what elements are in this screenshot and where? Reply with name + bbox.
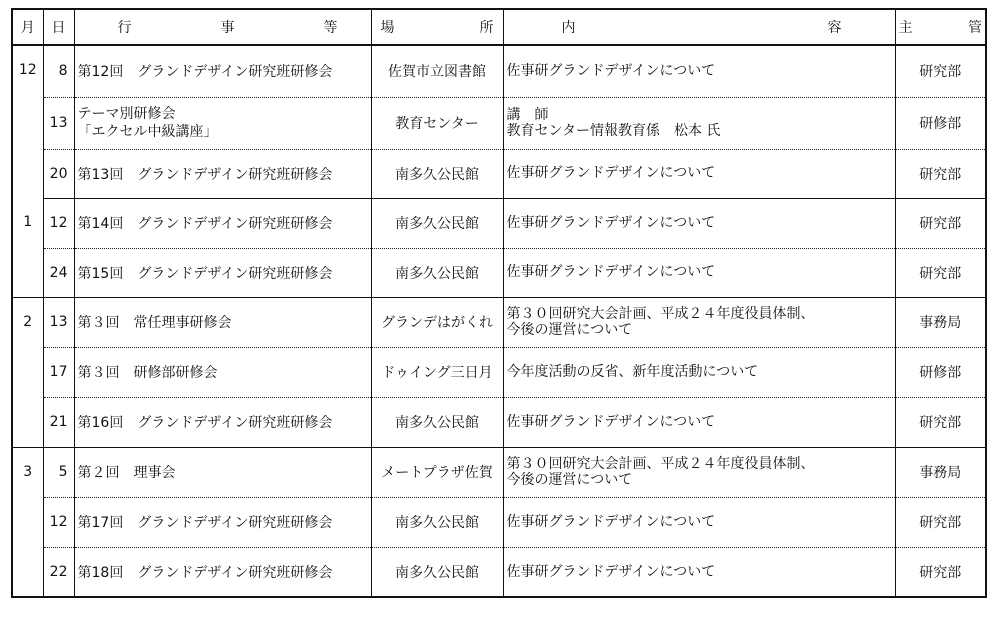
- content-cell: 今年度活動の反省、新年度活動について: [503, 347, 895, 397]
- venue-cell: 南多久公民館: [371, 248, 503, 297]
- event-cell: 第２回 理事会: [74, 447, 371, 497]
- table-row: [12, 198, 986, 248]
- table-row: [12, 447, 986, 497]
- event-cell: 第３回 研修部研修会: [74, 347, 371, 397]
- organizer-cell: 事務局: [895, 297, 986, 347]
- content-line: 今後の運営について: [506, 322, 633, 338]
- content-cell: [503, 447, 895, 497]
- event-cell: 第15回 グランドデザイン研究班研修会: [74, 248, 371, 297]
- organizer-cell: 研究部: [895, 198, 986, 248]
- organizer-cell: 研究部: [895, 45, 986, 97]
- content-line: 第３０回研究大会計画、平成２４年度役員体制、: [506, 305, 815, 322]
- day-cell: 20: [43, 149, 74, 198]
- venue-cell: グランデはがくれ: [371, 297, 503, 347]
- content-cell: 佐事研グランドデザインについて: [503, 397, 895, 447]
- table-row: [12, 97, 986, 149]
- event-schedule-table: [11, 8, 987, 598]
- table-row: [12, 347, 986, 397]
- event-cell: 第17回 グランドデザイン研究班研修会: [74, 497, 371, 547]
- header-content: [503, 9, 895, 45]
- header-organizer: [895, 9, 986, 45]
- day-cell: 13: [43, 297, 74, 347]
- organizer-cell: 事務局: [895, 447, 986, 497]
- organizer-cell: 研究部: [895, 397, 986, 447]
- table-row: [12, 45, 986, 97]
- content-cell: 佐事研グランドデザインについて: [503, 45, 895, 97]
- month-cell: 1: [12, 198, 43, 297]
- venue-cell: メートプラザ佐賀: [371, 447, 503, 497]
- content-cell: 佐事研グランドデザインについて: [503, 497, 895, 547]
- content-cell: [503, 97, 895, 149]
- day-cell: 17: [43, 347, 74, 397]
- table-header-row: [12, 9, 986, 45]
- header-venue-char: 所: [479, 20, 494, 36]
- content-line: 今後の運営について: [506, 472, 633, 488]
- organizer-cell: 研究部: [895, 248, 986, 297]
- header-event-char: 等: [323, 20, 338, 36]
- venue-cell: 佐賀市立図書館: [371, 45, 503, 97]
- header-organizer-char: 管: [968, 20, 982, 36]
- day-cell: 12: [43, 198, 74, 248]
- header-content-char: 容: [827, 20, 842, 36]
- event-line: 「エクセル中級講座」: [77, 124, 218, 140]
- header-organizer-char: 主: [898, 20, 913, 36]
- venue-cell: 南多久公民館: [371, 198, 503, 248]
- day-cell: 12: [43, 497, 74, 547]
- venue-cell: ドゥイング三日月: [371, 347, 503, 397]
- header-day: 日: [43, 9, 74, 45]
- venue-cell: 南多久公民館: [371, 547, 503, 597]
- organizer-cell: 研究部: [895, 497, 986, 547]
- organizer-cell: 研究部: [895, 547, 986, 597]
- venue-cell: 教育センター: [371, 97, 503, 149]
- header-event: [74, 9, 371, 45]
- day-cell: 21: [43, 397, 74, 447]
- table-row: [12, 497, 986, 547]
- header-month: 月: [12, 9, 43, 45]
- venue-cell: 南多久公民館: [371, 497, 503, 547]
- event-cell: 第３回 常任理事研修会: [74, 297, 371, 347]
- venue-cell: 南多久公民館: [371, 149, 503, 198]
- content-cell: 佐事研グランドデザインについて: [503, 149, 895, 198]
- content-line: 第３０回研究大会計画、平成２４年度役員体制、: [506, 455, 815, 472]
- content-line: 教育センター情報教育係 松本 氏: [506, 123, 721, 139]
- table-row: [12, 248, 986, 297]
- table-row: [12, 297, 986, 347]
- event-cell: [74, 97, 371, 149]
- header-event-char: 行: [117, 20, 132, 36]
- event-cell: 第13回 グランドデザイン研究班研修会: [74, 149, 371, 198]
- content-cell: [503, 297, 895, 347]
- organizer-cell: 研修部: [895, 347, 986, 397]
- organizer-cell: 研修部: [895, 97, 986, 149]
- month-cell: 12: [18, 62, 37, 78]
- month-cell: 2: [12, 297, 43, 447]
- event-cell: 第18回 グランドデザイン研究班研修会: [74, 547, 371, 597]
- header-event-char: 事: [220, 20, 235, 36]
- header-content-char: 内: [561, 20, 576, 36]
- day-cell: 5: [43, 447, 74, 497]
- day-cell: 8: [43, 45, 74, 97]
- day-cell: 24: [43, 248, 74, 297]
- content-line: 講 師: [506, 106, 549, 123]
- content-cell: 佐事研グランドデザインについて: [503, 248, 895, 297]
- venue-cell: 南多久公民館: [371, 397, 503, 447]
- header-venue-char: 場: [380, 20, 395, 36]
- day-cell: 22: [43, 547, 74, 597]
- event-line: テーマ別研修会: [77, 105, 176, 122]
- organizer-cell: 研究部: [895, 149, 986, 198]
- table-row: [12, 547, 986, 597]
- header-venue: [371, 9, 503, 45]
- month-cell: 3: [23, 463, 33, 480]
- event-cell: 第12回 グランドデザイン研究班研修会: [74, 45, 371, 97]
- event-cell: 第16回 グランドデザイン研究班研修会: [74, 397, 371, 447]
- event-cell: 第14回 グランドデザイン研究班研修会: [74, 198, 371, 248]
- content-cell: 佐事研グランドデザインについて: [503, 198, 895, 248]
- day-cell: 13: [43, 97, 74, 149]
- table-row: [12, 149, 986, 198]
- table-row: [12, 397, 986, 447]
- content-cell: 佐事研グランドデザインについて: [503, 547, 895, 597]
